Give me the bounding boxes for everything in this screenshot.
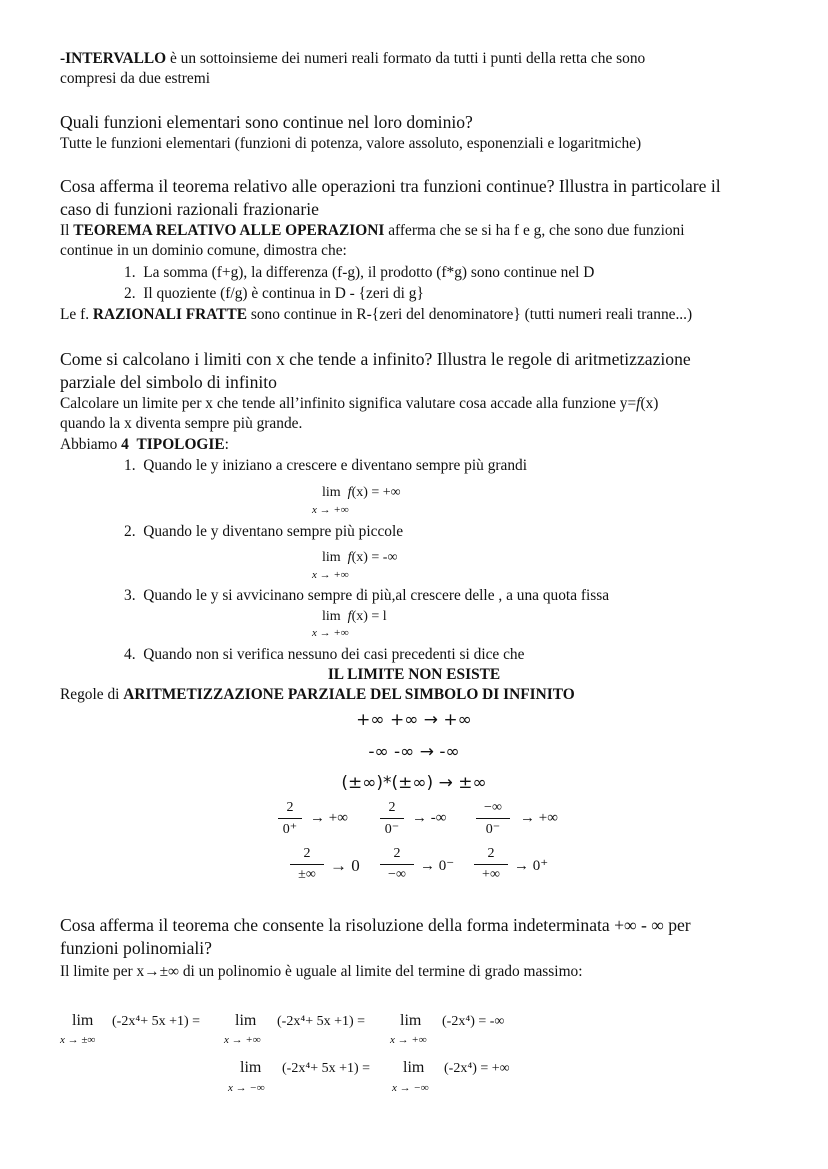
q3-types-term: TIPOLOGIE xyxy=(136,436,225,453)
eq2-expr-c: (-2x⁴) = +∞ xyxy=(444,1061,510,1076)
q3-question-2: parziale del simbolo di infinito xyxy=(60,372,277,392)
fraction-result: → +∞ xyxy=(520,810,558,826)
q3-type-4 xyxy=(124,646,524,664)
fraction-minusinf-over-0minus xyxy=(476,800,510,838)
eq1-expr-b: (-2x⁴+ 5x +1) = xyxy=(277,1014,366,1029)
q2-item-1-text: La somma (f+g), la differenza (f-g), il prodotto (f*g) sono continue nel D xyxy=(143,264,595,281)
eq1-sub-a: x → ±∞ xyxy=(60,1034,96,1046)
q2-fratte-line xyxy=(60,306,692,324)
q3-type-4-num: 4. xyxy=(124,646,136,663)
q2-item-2-text: Il quoziente (f/g) è continua in D - {zeri di g} xyxy=(143,285,424,302)
q3-answer-1-text: Calcolare un limite per x che tende all’infinito significa valutare cosa accade alla funzione y= xyxy=(60,395,637,412)
q3-answer-2: quando la x diventa sempre più grande. xyxy=(60,415,303,432)
fraction-result: → 0⁺ xyxy=(514,858,549,874)
eq1-lim-c: lim xyxy=(400,1012,422,1029)
eq1-sub-b: x → +∞ xyxy=(224,1034,261,1046)
q3-type-4-text: Quando non si verifica nessuno dei casi precedenti si dice che xyxy=(143,646,525,663)
q4-answer: Il limite per x→±∞ di un polinomio è uguale al limite del termine di grado massimo: xyxy=(60,963,583,980)
intervallo-line-1 xyxy=(60,50,645,68)
eq2-sub-b: x → −∞ xyxy=(228,1082,265,1094)
q3-type-2-formula xyxy=(322,550,397,566)
intervallo-term: -INTERVALLO xyxy=(60,50,167,67)
q3-answer-1-x: (x) xyxy=(640,395,659,412)
limit-result: (x) = -∞ xyxy=(351,550,398,565)
q3-type-2-text: Quando le y diventano sempre più piccole xyxy=(143,523,404,540)
fraction-bar xyxy=(290,864,324,865)
fraction-2-over-0minus xyxy=(380,800,404,838)
eq2-sub-c: x → −∞ xyxy=(392,1082,429,1094)
q2-lead: Il xyxy=(60,222,74,239)
fraction-numerator: 2 xyxy=(388,800,396,815)
lim-label: lim xyxy=(322,609,341,624)
q2-item-1 xyxy=(124,264,594,282)
rules-term: ARITMETIZZAZIONE PARZIALE DEL SIMBOLO DI INFINITO xyxy=(123,686,575,703)
fraction-numerator: 2 xyxy=(286,800,294,815)
fraction-denominator: 0⁻ xyxy=(384,822,400,837)
rules-lead: Regole di xyxy=(60,686,124,703)
q3-type-3-num: 3. xyxy=(124,587,136,604)
q2-item-2 xyxy=(124,285,424,303)
fraction-bar xyxy=(476,818,510,819)
eq1-sub-c: x → +∞ xyxy=(390,1034,427,1046)
no-limit-heading: IL LIMITE NON ESISTE xyxy=(327,666,501,683)
q3-type-1 xyxy=(124,457,527,475)
rule-minus-inf: -∞ -∞ → -∞ xyxy=(368,742,460,762)
q2-fratte-lead: Le f. xyxy=(60,306,93,323)
fraction-numerator: 2 xyxy=(393,846,401,861)
lim-label: lim xyxy=(322,550,341,565)
eq1-lim-b: lim xyxy=(235,1012,257,1029)
q3-type-1-sub: x → +∞ xyxy=(312,504,349,516)
fraction-denominator: +∞ xyxy=(482,867,500,882)
intervallo-text-1: è un sottoinsieme dei numeri reali formato da tutti i punti della retta che sono xyxy=(166,50,646,67)
q4-question-1: Cosa afferma il teorema che consente la risoluzione della forma indeterminata +∞ - ∞ per xyxy=(60,915,691,935)
q1-question: Quali funzioni elementari sono continue nel loro dominio? xyxy=(60,112,473,132)
fraction-numerator: −∞ xyxy=(484,800,502,815)
q3-answer-1 xyxy=(60,395,658,413)
eq1-expr-a: (-2x⁴+ 5x +1) = xyxy=(112,1014,201,1029)
fraction-result: → 0⁻ xyxy=(420,858,455,874)
fraction-2-over-0plus xyxy=(278,800,302,838)
q3-type-1-text: Quando le y iniziano a crescere e diventano sempre più grandi xyxy=(143,457,528,474)
q3-type-2-sub: x → +∞ xyxy=(312,569,349,581)
rule-product-inf: (±∞)*(±∞) → ±∞ xyxy=(341,773,487,793)
fraction-bar xyxy=(380,864,414,865)
function-f: f xyxy=(347,609,352,624)
q2-text-1 xyxy=(60,222,685,240)
q3-type-3-sub: x → +∞ xyxy=(312,627,349,639)
eq1-expr-c: (-2x⁴) = -∞ xyxy=(442,1014,505,1029)
q2-text-2: continue in un dominio comune, dimostra che: xyxy=(60,242,347,259)
fraction-denominator: −∞ xyxy=(388,867,406,882)
q3-types-line xyxy=(60,436,229,454)
q3-type-3 xyxy=(124,587,609,605)
q2-fratte-text: sono continue in R-{zeri del denominatore} (tutti numeri reali tranne...) xyxy=(246,306,693,323)
fraction-denominator: ±∞ xyxy=(298,867,316,882)
q3-type-2 xyxy=(124,523,403,541)
q2-item-1-num: 1. xyxy=(124,264,136,281)
q3-types-colon: : xyxy=(224,436,229,453)
q4-question-2: funzioni polinomiali? xyxy=(60,938,212,958)
fraction-2-over-plusinf xyxy=(474,846,508,883)
fraction-denominator: 0⁺ xyxy=(282,822,298,837)
fraction-result: → +∞ xyxy=(310,810,348,826)
fraction-numerator: 2 xyxy=(303,846,311,861)
q2-item-2-num: 2. xyxy=(124,285,136,302)
fraction-result: → -∞ xyxy=(412,810,447,826)
limit-result: (x) = +∞ xyxy=(351,485,401,500)
fraction-bar xyxy=(380,818,404,819)
fraction-denominator: 0⁻ xyxy=(485,822,501,837)
eq2-lim-b: lim xyxy=(240,1059,262,1076)
fraction-result: → 0 xyxy=(330,856,360,875)
fraction-bar xyxy=(474,864,508,865)
eq2-lim-c: lim xyxy=(403,1059,425,1076)
q3-answer-1-f: f xyxy=(636,395,641,412)
fraction-2-over-pminf xyxy=(290,846,324,883)
q3-question-1: Come si calcolano i limiti con x che tende a infinito? Illustra le regole di aritmetizzazione xyxy=(60,349,691,369)
q2-fratte-term: RAZIONALI FRATTE xyxy=(92,306,247,323)
intervallo-line-2: compresi da due estremi xyxy=(60,70,211,87)
q3-types-lead: Abbiamo xyxy=(60,436,122,453)
fraction-numerator: 2 xyxy=(487,846,495,861)
rule-plus-inf: +∞ +∞ → +∞ xyxy=(356,710,472,730)
rules-heading xyxy=(60,686,575,704)
function-f: f xyxy=(347,485,352,500)
q3-type-1-num: 1. xyxy=(124,457,136,474)
q3-types-num: 4 xyxy=(121,436,129,453)
eq2-expr-b: (-2x⁴+ 5x +1) = xyxy=(282,1061,371,1076)
fraction-2-over-minusinf xyxy=(380,846,414,883)
eq1-lim-a: lim xyxy=(72,1012,94,1029)
function-f: f xyxy=(347,550,352,565)
q3-type-2-num: 2. xyxy=(124,523,136,540)
lim-label: lim xyxy=(322,485,341,500)
q1-answer: Tutte le funzioni elementari (funzioni di potenza, valore assoluto, esponenziali e logaritmiche) xyxy=(60,135,642,152)
q3-type-3-text: Quando le y si avvicinano sempre di più,al crescere delle , a una quota fissa xyxy=(143,587,610,604)
q3-type-1-formula xyxy=(322,485,401,501)
q2-text-1-rest: afferma che se si ha f e g, che sono due funzioni xyxy=(384,222,685,239)
q2-term: TEOREMA RELATIVO ALLE OPERAZIONI xyxy=(73,222,385,239)
q2-question-1: Cosa afferma il teorema relativo alle operazioni tra funzioni continue? Illustra in particolare il xyxy=(60,176,721,196)
q3-type-3-formula xyxy=(322,609,387,625)
fraction-bar xyxy=(278,818,302,819)
q2-question-2: caso di funzioni razionali frazionarie xyxy=(60,199,319,219)
limit-result: (x) = l xyxy=(351,609,387,624)
